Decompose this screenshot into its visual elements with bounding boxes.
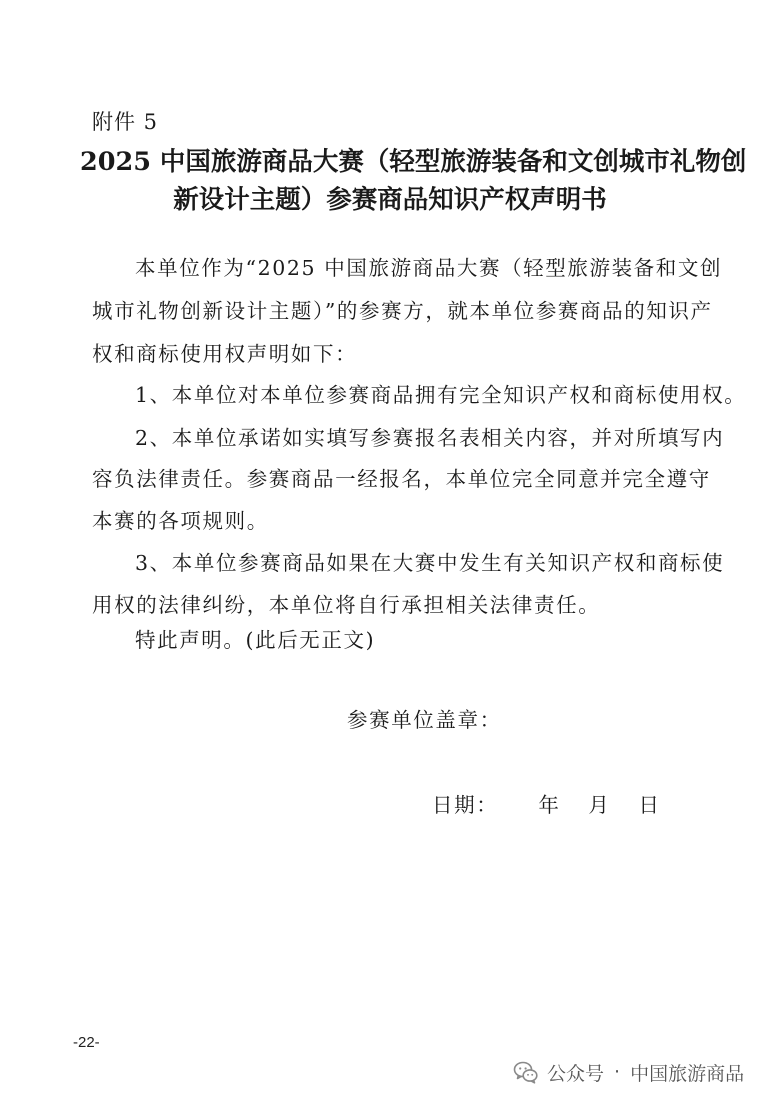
date-day: 日 [638,793,661,817]
watermark-account-name: 中国旅游商品 [630,1062,745,1085]
paragraph-line: 城市礼物创新设计主题）”的参赛方，就本单位参赛商品的知识产 [92,299,713,323]
document-title-line-2: 新设计主题）参赛商品知识产权声明书 [173,185,607,215]
watermark-separator: · [614,1061,621,1083]
date-month: 月 [588,793,611,817]
attachment-label: 附件 5 [92,110,159,134]
date-line [432,788,661,818]
paragraph-line: 用权的法律纠纷，本单位将自行承担相关法律责任。 [92,593,601,617]
date-year: 年 [538,793,561,817]
date-label: 日期： [432,793,499,817]
paragraph-line: 1、本单位对本单位参赛商品拥有完全知识产权和商标使用权。 [135,383,747,407]
paragraph-line: 本单位作为“2025 中国旅游商品大赛（轻型旅游装备和文创 [135,256,723,280]
paragraph-line: 3、本单位参赛商品如果在大赛中发生有关知识产权和商标使 [135,551,725,575]
paragraph-line: 容负法律责任。参赛商品一经报名，本单位完全同意并完全遵守 [92,467,711,491]
paragraph-line: 2、本单位承诺如实填写参赛报名表相关内容，并对所填写内 [135,426,725,450]
wechat-watermark [513,1056,744,1088]
seal-label: 参赛单位盖章： [347,708,502,732]
paragraph-line: 本赛的各项规则。 [92,509,269,533]
paragraph-line: 特此声明。(此后无正文) [135,628,376,652]
wechat-icon [513,1059,539,1085]
paragraph-line: 权和商标使用权声明如下： [92,342,358,366]
watermark-prefix: 公众号 [547,1062,605,1085]
document-title-line-1: 2025 中国旅游商品大赛（轻型旅游装备和文创城市礼物创 [80,147,747,177]
page-number: -22- [73,1034,100,1051]
